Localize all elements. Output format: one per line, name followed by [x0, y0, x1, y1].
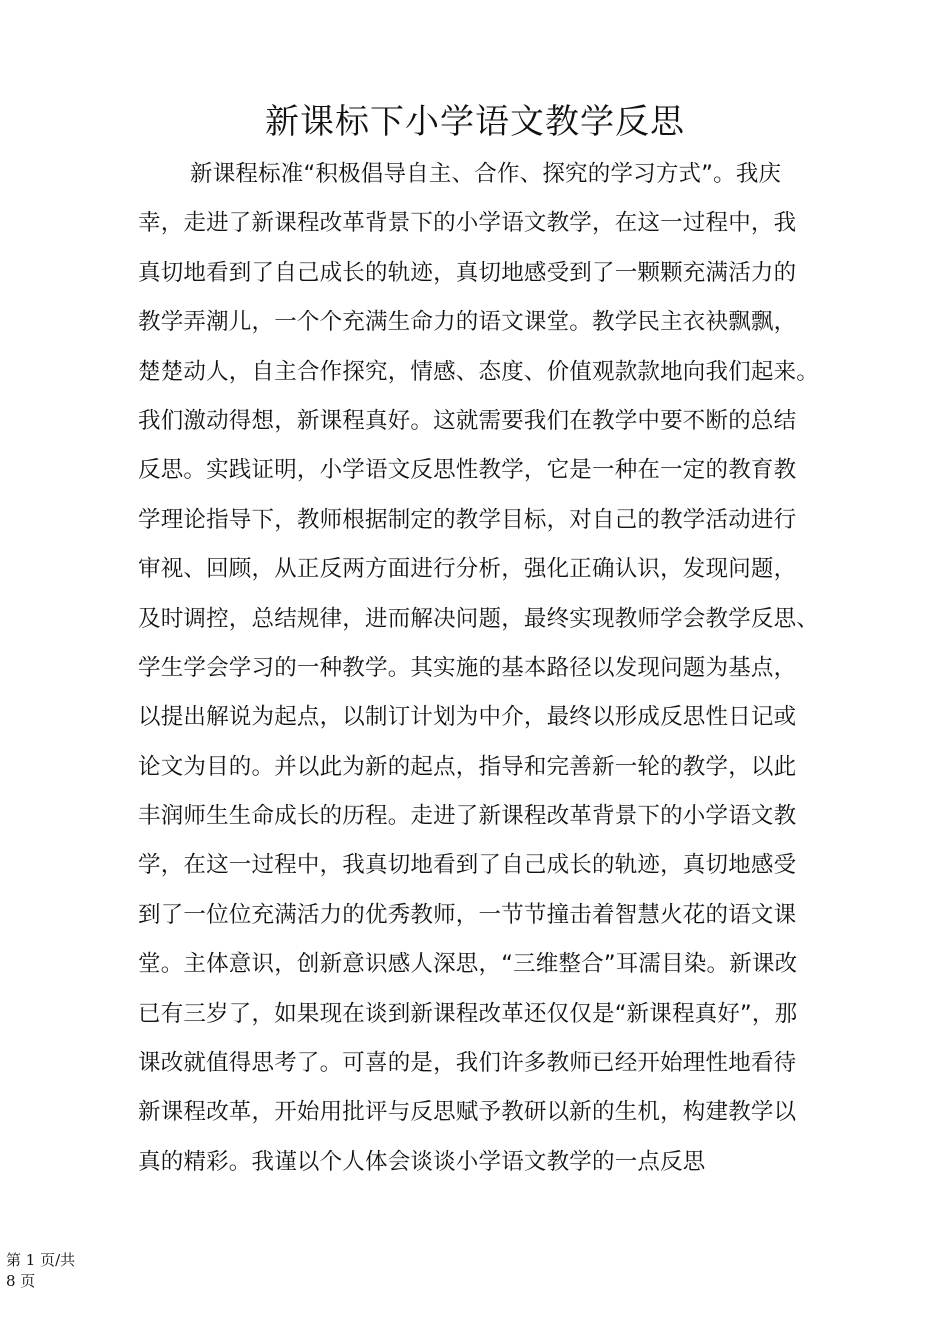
body-line: 幸，走进了新课程改革背景下的小学语文教学，在这一过程中，我: [138, 210, 797, 237]
body-line: 学理论指导下，教师根据制定的教学目标，对自己的教学活动进行: [138, 506, 797, 533]
body-line: 堂。主体意识，创新意识感人深思，“三维整合”耳濡目染。新课改: [138, 951, 798, 978]
body-line: 丰润师生生命成长的历程。走进了新课程改革背景下的小学语文教: [138, 803, 797, 830]
body-line: 到了一位位充满活力的优秀教师，一节节撞击着智慧火花的语文课: [138, 901, 797, 928]
body-line: 我们激动得想，新课程真好。这就需要我们在教学中要不断的总结: [138, 407, 797, 434]
page-number-footer: [6, 1250, 86, 1292]
body-line: 教学弄潮儿，一个个充满生命力的语文课堂。教学民主衣袂飘飘，: [138, 309, 797, 336]
body-line: 新课程标准“积极倡导自主、合作、探究的学习方式”。我庆: [190, 161, 782, 187]
page-number-line: 第 1 页/共: [6, 1251, 76, 1269]
body-line: 以提出解说为起点，以制订计划为中介，最终以形成反思性日记或: [138, 704, 797, 731]
body-line: 论文为目的。并以此为新的起点，指导和完善新一轮的教学，以此: [138, 753, 797, 780]
body-line: 课改就值得思考了。可喜的是，我们许多教师已经开始理性地看待: [138, 1050, 797, 1077]
body-line: 真切地看到了自己成长的轨迹，真切地感受到了一颗颗充满活力的: [138, 259, 797, 286]
body-line: 学，在这一过程中，我真切地看到了自己成长的轨迹，真切地感受: [138, 852, 797, 879]
body-line: 楚楚动人，自主合作探究，情感、态度、价值观款款地向我们起来。: [138, 358, 820, 385]
body-line: 新课程改革，开始用批评与反思赋予教研以新的生机，构建教学以: [138, 1099, 797, 1126]
document-title: 新课标下小学语文教学反思: [265, 102, 685, 142]
body-line: 真的精彩。我谨以个人体会谈谈小学语文教学的一点反思: [138, 1148, 706, 1175]
page-total-line: 8 页: [6, 1272, 36, 1290]
body-line: 及时调控，总结规律，进而解决问题，最终实现教师学会教学反思、: [138, 605, 820, 632]
body-line: 反思。实践证明，小学语文反思性教学，它是一种在一定的教育教: [138, 457, 797, 484]
document-body: [138, 150, 858, 1187]
body-line: 学生学会学习的一种教学。其实施的基本路径以发现问题为基点，: [138, 654, 797, 681]
body-line: 审视、回顾，从正反两方面进行分析，强化正确认识，发现问题，: [138, 556, 797, 583]
body-line: 已有三岁了，如果现在谈到新课程改革还仅仅是“新课程真好”，那: [138, 1000, 798, 1027]
